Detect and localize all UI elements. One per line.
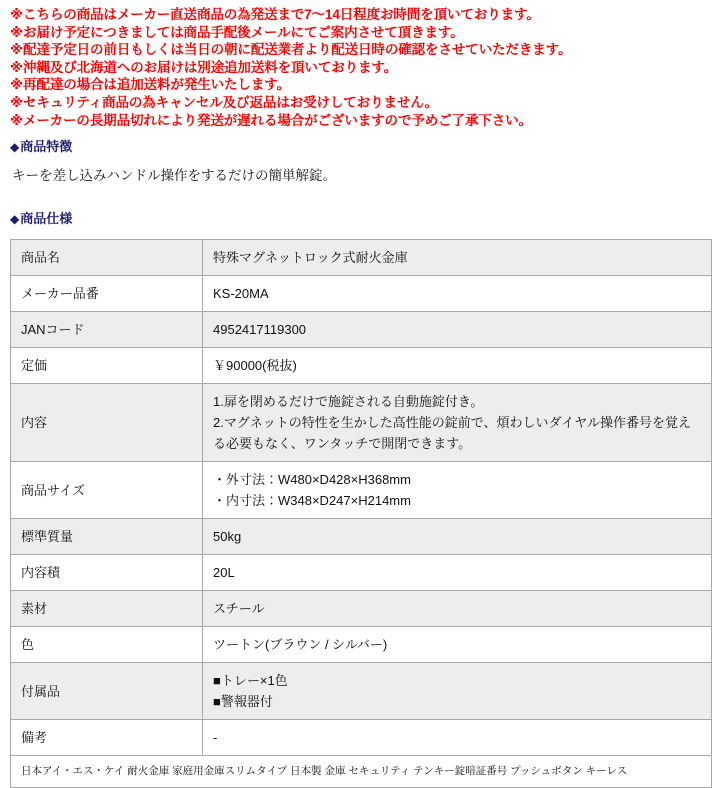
table-row: [11, 720, 712, 756]
shipping-notice-block: [0, 0, 726, 129]
spec-value: [203, 519, 712, 555]
keyword-footer-bar: 日本アイ・エス・ケイ 耐火金庫 家庭用金庫スリムタイプ 日本製 金庫 セキュリティ テンキー錠暗証番号 プッシュボタン キーレス: [10, 756, 712, 788]
table-row: [11, 462, 712, 519]
spec-key: 内容積: [11, 555, 203, 591]
table-row: [11, 519, 712, 555]
table-row: [11, 555, 712, 591]
spec-value: [203, 462, 712, 519]
spec-value: [203, 276, 712, 312]
table-row: [11, 384, 712, 462]
spec-value-line: ■トレー×1色: [213, 673, 288, 689]
spec-value: [203, 627, 712, 663]
product-spec-table: [10, 239, 712, 756]
spec-value-line: 1.扉を閉めるだけで施錠される自動施錠付き。: [213, 394, 484, 410]
spec-value-line: スチール: [213, 601, 265, 617]
spec-key: 商品サイズ: [11, 462, 203, 519]
notice-line: ※お届け予定につきましては商品手配後メールにてご案内させて頂きます。: [10, 24, 464, 40]
spec-key: 素材: [11, 591, 203, 627]
spec-value: [203, 384, 712, 462]
spec-value: [203, 591, 712, 627]
spec-value-line: -: [213, 730, 218, 746]
product-features-heading: [0, 139, 726, 155]
notice-line: ※セキュリティ商品の為キャンセル及び返品はお受けしておりません。: [10, 94, 438, 110]
notice-line: ※再配達の場合は追加送料が発生いたします。: [10, 77, 290, 93]
spec-value: [203, 312, 712, 348]
spec-value: [203, 720, 712, 756]
spec-value-line: ■警報器付: [213, 694, 273, 710]
product-features-body: キーを差し込みハンドル操作をするだけの簡単解錠。: [12, 168, 336, 184]
spec-key: 商品名: [11, 240, 203, 276]
spec-value: [203, 555, 712, 591]
table-row: [11, 276, 712, 312]
spacer: [0, 227, 726, 239]
product-specs-heading-label: 商品仕様: [20, 211, 73, 227]
table-row: [11, 663, 712, 720]
spec-key: 色: [11, 627, 203, 663]
table-row: [11, 312, 712, 348]
spec-key: 内容: [11, 384, 203, 462]
table-row: [11, 591, 712, 627]
spec-key: JANコード: [11, 312, 203, 348]
spec-key: 定価: [11, 348, 203, 384]
notice-line: ※沖縄及び北海道へのお届けは別途追加送料を頂いております。: [10, 59, 398, 75]
spec-table-container: [0, 239, 726, 756]
notice-line: ※配達予定日の前日もしくは当日の朝に配送業者より配送日時の確認をさせていただきます。: [10, 42, 572, 58]
spec-key: 付属品: [11, 663, 203, 720]
spec-value-line: KS-20MA: [213, 286, 269, 302]
notice-line: ※メーカーの長期品切れにより発送が遅れる場合がございますので予めご了承下さい。: [10, 112, 532, 128]
diamond-icon: ◆: [10, 212, 20, 227]
spec-key: 備考: [11, 720, 203, 756]
spec-key: 標準質量: [11, 519, 203, 555]
spacer: [0, 185, 726, 211]
spec-value-line: ￥90000(税抜): [213, 358, 297, 374]
spec-key: メーカー品番: [11, 276, 203, 312]
spec-table-body: [11, 240, 712, 756]
diamond-icon: ◆: [10, 140, 20, 155]
spacer: [0, 155, 726, 167]
table-row: [11, 348, 712, 384]
spec-value: [203, 663, 712, 720]
spec-value-line: 50kg: [213, 529, 242, 545]
spec-value-line: 4952417119300: [213, 322, 307, 338]
spec-value-line: ・外寸法：W480×D428×H368mm: [213, 472, 411, 488]
spec-value-line: 特殊マグネットロック式耐火金庫: [213, 250, 408, 266]
spec-value-line: 2.マグネットの特性を生かした高性能の錠前で、煩わしいダイヤル操作番号を覚える必要もなく、ワンタッチで開閉できます。: [213, 415, 692, 452]
table-row: [11, 240, 712, 276]
spec-value: [203, 348, 712, 384]
notice-line: ※こちらの商品はメーカー直送商品の為発送まで7～14日程度お時間を頂いております。: [10, 7, 540, 22]
spec-value-line: 20L: [213, 565, 235, 581]
spec-value-line: ツートン(ブラウン / シルバー): [213, 637, 388, 653]
table-row: [11, 627, 712, 663]
product-features-heading-label: 商品特徴: [20, 139, 73, 155]
spec-value-line: ・内寸法：W348×D247×H214mm: [213, 493, 411, 509]
spec-value: [203, 240, 712, 276]
product-specs-heading: [0, 211, 726, 227]
spacer: [0, 129, 726, 139]
